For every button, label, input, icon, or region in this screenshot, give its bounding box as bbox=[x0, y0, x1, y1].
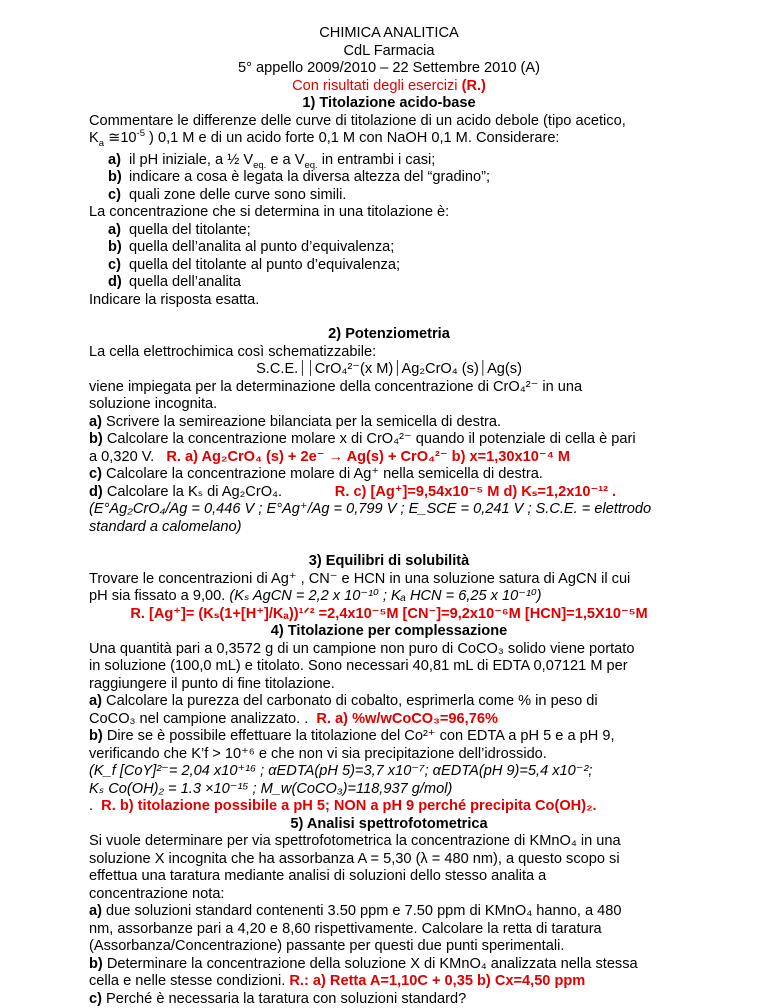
ex4-heading: 4) Titolazione per complessazione bbox=[89, 623, 689, 641]
ex1-question: La concentrazione che si determina in una titolazione è: bbox=[89, 204, 689, 222]
ex2-data-2: standard a calomelano) bbox=[89, 519, 689, 537]
ex4-result-b-line: . R. b) titolazione possibile a pH 5; NON a pH 9 perché precipita Co(OH)₂. bbox=[89, 798, 689, 816]
ex2-question-d: d) Calcolare la Kₛ di Ag₂CrO₄. R. c) [Ag⁺]=9,54x10⁻⁵ M d) Kₛ=1,2x10⁻¹² . bbox=[89, 484, 689, 502]
list-item: b) indicare a cosa è legata la diversa altezza del “gradino”; bbox=[89, 169, 689, 187]
ex4-result-a: R. a) %w/wCoCO₃=96,76% bbox=[316, 711, 498, 727]
ex1-heading: 1) Titolazione acido-base bbox=[89, 95, 689, 113]
ex5-line-1: Si vuole determinare per via spettrofotometrica la concentrazione di KMnO₄ in una bbox=[89, 833, 689, 851]
ex1-considerations-list bbox=[89, 152, 689, 205]
ex4-question-a: a) Calcolare la purezza del carbonato di cobalto, esprimerla come % in peso di bbox=[89, 693, 689, 711]
ex5-heading: 5) Analisi spettrofotometrica bbox=[89, 816, 689, 834]
ex2-question-b: b) Calcolare la concentrazione molare x di CrO₄²⁻ quando il potenziale di cella è pari bbox=[89, 431, 689, 449]
ex4-question-b: b) Dire se è possibile effettuare la titolazione del Co²⁺ con EDTA a pH 5 e a pH 9, bbox=[89, 728, 689, 746]
ex2-question-c: c) Calcolare la concentrazione molare di Ag⁺ nella semicella di destra. bbox=[89, 466, 689, 484]
ex2-line-1: La cella elettrochimica così schematizzabile: bbox=[89, 344, 689, 362]
ex2-cell-scheme: S.C.E.⏐⏐CrO₄²⁻(x M)⏐Ag₂CrO₄ (s)⏐Ag(s) bbox=[89, 361, 689, 379]
ex5-question-b: b) Determinare la concentrazione della soluzione X di KMnO₄ analizzata nella stessa bbox=[89, 956, 689, 974]
ex3-line-2: pH sia fissato a 9,00. (Kₛ AgCN = 2,2 x 10⁻¹⁰ ; Kₐ HCN = 6,25 x 10⁻¹⁰) bbox=[89, 588, 689, 606]
ex1-options-list bbox=[89, 222, 689, 292]
course-title: CHIMICA ANALITICA bbox=[89, 25, 689, 43]
exam-session: 5° appello 2009/2010 – 22 Settembre 2010 (A) bbox=[89, 60, 689, 78]
ex2-line-3: viene impiegata per la determinazione della concentrazione di CrO₄²⁻ in una bbox=[89, 379, 689, 397]
ex5-question-a: a) due soluzioni standard contenenti 3.50 ppm e 7.50 ppm di KMnO₄ hanno, a 480 bbox=[89, 903, 689, 921]
ex4-result-b: R. b) titolazione possibile a pH 5; NON a pH 9 perché precipita Co(OH)₂. bbox=[101, 798, 596, 814]
ex2-heading: 2) Potenziometria bbox=[89, 326, 689, 344]
ex2-line-4: soluzione incognita. bbox=[89, 396, 689, 414]
list-item: c) quella del titolante al punto d’equivalenza; bbox=[89, 257, 689, 275]
ex5-result: R.: a) Retta A=1,10C + 0,35 b) Cx=4,50 ppm bbox=[289, 973, 585, 989]
ex4-line-3: raggiungere il punto di fine titolazione. bbox=[89, 676, 689, 694]
ex3-line-1: Trovare le concentrazioni di Ag⁺ , CN⁻ e HCN in una soluzione satura di AgCN il cui bbox=[89, 571, 689, 589]
list-item: a) quella del titolante; bbox=[89, 222, 689, 240]
ex3-result: R. [Ag⁺]= (Kₛ(1+[H⁺]/Kₐ))¹ᐟ² =2,4x10⁻⁵M [CN⁻]=9,2x10⁻⁶M [HCN]=1,5X10⁻⁵M bbox=[89, 606, 689, 624]
ex3-heading: 3) Equilibri di solubilità bbox=[89, 553, 689, 571]
ex5-question-a-cont: nm, assorbanze pari a 4,20 e 8,60 rispettivamente. Calcolare la retta di taratura bbox=[89, 921, 689, 939]
ex5-question-a-cont2: (Assorbanza/Concentrazione) passante per questi due punti sperimentali. bbox=[89, 938, 689, 956]
ex5-question-c: c) Perché è necessaria la taratura con soluzioni standard? bbox=[89, 991, 689, 1008]
ex2-question-a: a) Scrivere la semireazione bilanciata per la semicella di destra. bbox=[89, 414, 689, 432]
ex4-data-1: (K_f [CoY]²⁻= 2,04 x10⁺¹⁶ ; αEDTA(pH 5)=3,7 x10⁻⁷; αEDTA(pH 9)=5,4 x10⁻²; bbox=[89, 763, 689, 781]
ex2-question-b-cont: a 0,320 V. R. a) Ag₂CrO₄ (s) + 2e⁻ → Ag(s) + CrO₄²⁻ b) x=1,30x10⁻⁴ M bbox=[89, 449, 689, 467]
ex4-question-a-cont: CoCO₃ nel campione analizzato. . R. a) %w/wCoCO₃=96,76% bbox=[89, 711, 689, 729]
ex1-intro-2: $K_a$ $≅10^{-5}$ ) 0,1 M e di un acido forte 0,1 M con NaOH 0,1 M. Considerare: bbox=[89, 130, 689, 148]
ex4-line-1: Una quantità pari a 0,3572 g di un campione non puro di CoCO₃ solido viene portato bbox=[89, 641, 689, 659]
ex5-line-2: soluzione X incognita che ha assorbanza A = 5,30 (λ = 480 nm), a questo scopo si bbox=[89, 851, 689, 869]
list-item: c) quali zone delle curve sono simili. bbox=[89, 187, 689, 205]
ex4-line-2: in soluzione (100,0 mL) e titolato. Sono necessari 40,81 mL di EDTA 0,07121 M per bbox=[89, 658, 689, 676]
ex1-closing: Indicare la risposta esatta. bbox=[89, 292, 689, 310]
ex4-data-2: Kₛ Co(OH)₂ = 1.3 ×10⁻¹⁵ ; M_w(CoCO₃)=118,937 g/mol) bbox=[89, 781, 689, 799]
ex4-question-b-cont: verificando che K’f > 10⁺⁶ e che non vi sia precipitazione dell’idrossido. bbox=[89, 746, 689, 764]
ex2-data-1: (E°Ag₂CrO₄/Ag = 0,446 V ; E°Ag⁺/Ag = 0,799 V ; E_SCE = 0,241 V ; S.C.E. = elettrodo bbox=[89, 501, 689, 519]
exam-page bbox=[89, 25, 689, 1008]
list-item: b) quella dell’analita al punto d’equivalenza; bbox=[89, 239, 689, 257]
ex5-line-4: concentrazione nota: bbox=[89, 886, 689, 904]
ex5-line-3: effettua una taratura mediante analisi di soluzioni dello stesso analita a bbox=[89, 868, 689, 886]
list-item: a) il pH iniziale, a ½ $V_{eq.}$ e a $V_{eq.}$ in entrambi i casi; bbox=[89, 152, 689, 170]
course-degree: CdL Farmacia bbox=[89, 43, 689, 61]
ex2-result-cd: R. c) [Ag⁺]=9,54x10⁻⁵ M d) Kₛ=1,2x10⁻¹² . bbox=[335, 484, 616, 500]
ex5-question-b-cont: cella e nelle stesse condizioni. R.: a) Retta A=1,10C + 0,35 b) Cx=4,50 ppm bbox=[89, 973, 689, 991]
list-item: d) quella dell’analita bbox=[89, 274, 689, 292]
results-note: Con risultati degli esercizi (R.) bbox=[89, 78, 689, 96]
ex1-intro-1: Commentare le differenze delle curve di titolazione di un acido debole (tipo acetico, bbox=[89, 113, 689, 131]
ex2-result-ab: R. a) Ag₂CrO₄ (s) + 2e⁻ → Ag(s) + CrO₄²⁻ b) x=1,30x10⁻⁴ M bbox=[166, 449, 570, 465]
